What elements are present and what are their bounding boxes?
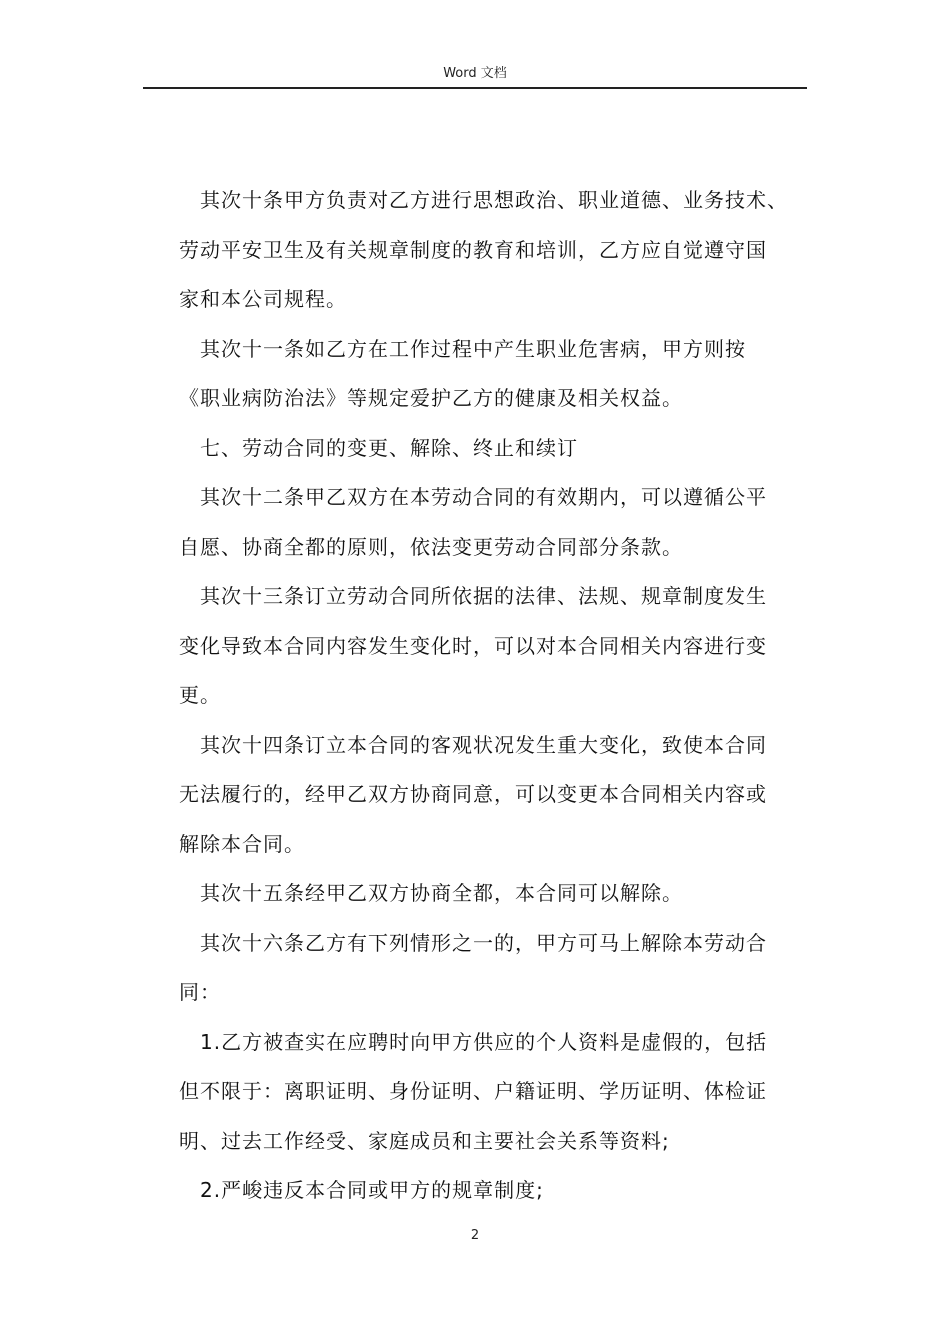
text-line: 其次十条甲方负责对乙方进行思想政治、职业道德、业务技术、 — [200, 188, 788, 212]
text-line: 其次十二条甲乙双方在本劳动合同的有效期内，可以遵循公平 — [200, 485, 767, 509]
text-line: 1.乙方被查实在应聘时向甲方供应的个人资料是虚假的，包括 — [200, 1029, 768, 1054]
text-line: 其次十四条订立本合同的客观状况发生重大变化，致使本合同 — [200, 732, 767, 757]
paragraph-article-20 — [179, 176, 819, 325]
text-line: 明、过去工作经受、家庭成员和主要社会关系等资料; — [179, 1128, 670, 1153]
text-line: 2.严峻违反本合同或甲方的规章制度; — [200, 1178, 544, 1202]
text-line: 解除本合同。 — [179, 831, 305, 856]
text-line: 《职业病防治法》等规定爱护乙方的健康及相关权益。 — [179, 386, 683, 410]
page-header: Word 文档 — [443, 66, 507, 81]
text-line: 变化导致本合同内容发生变化时，可以对本合同相关内容进行变 — [179, 633, 767, 658]
paragraph-article-22 — [179, 473, 819, 572]
text-line: 无法履行的，经甲乙双方协商同意，可以变更本合同相关内容或 — [179, 782, 767, 806]
text-line: 同： — [179, 980, 221, 1004]
document-body — [179, 176, 819, 1216]
text-line: 其次十三条订立劳动合同所依据的法律、法规、规章制度发生 — [200, 584, 767, 608]
list-item-2 — [179, 1166, 819, 1216]
list-item-1 — [179, 1018, 819, 1167]
text-line: 其次十六条乙方有下列情形之一的，甲方可马上解除本劳动合 — [200, 930, 767, 955]
text-line: 自愿、协商全都的原则，依法变更劳动合同部分条款。 — [179, 534, 683, 559]
page-number: 2 — [470, 1228, 480, 1243]
text-line: 其次十一条如乙方在工作过程中产生职业危害病，甲方则按 — [200, 336, 746, 361]
text-line: 但不限于：离职证明、身份证明、户籍证明、学历证明、体检证 — [179, 1079, 767, 1103]
header-rule — [143, 87, 807, 89]
paragraph-article-21 — [179, 325, 819, 424]
paragraph-article-24 — [179, 721, 819, 870]
text-line: 更。 — [179, 683, 221, 707]
paragraph-article-23 — [179, 572, 819, 721]
text-line: 其次十五条经甲乙双方协商全都，本合同可以解除。 — [200, 881, 683, 905]
text-line: 家和本公司规程。 — [179, 287, 347, 311]
text-line: 劳动平安卫生及有关规章制度的教育和培训，乙方应自觉遵守国 — [179, 237, 767, 262]
text-line: 七、劳动合同的变更、解除、终止和续订 — [200, 435, 578, 460]
paragraph-article-26 — [179, 919, 819, 1018]
paragraph-article-25 — [179, 869, 819, 919]
section-heading — [179, 424, 819, 474]
